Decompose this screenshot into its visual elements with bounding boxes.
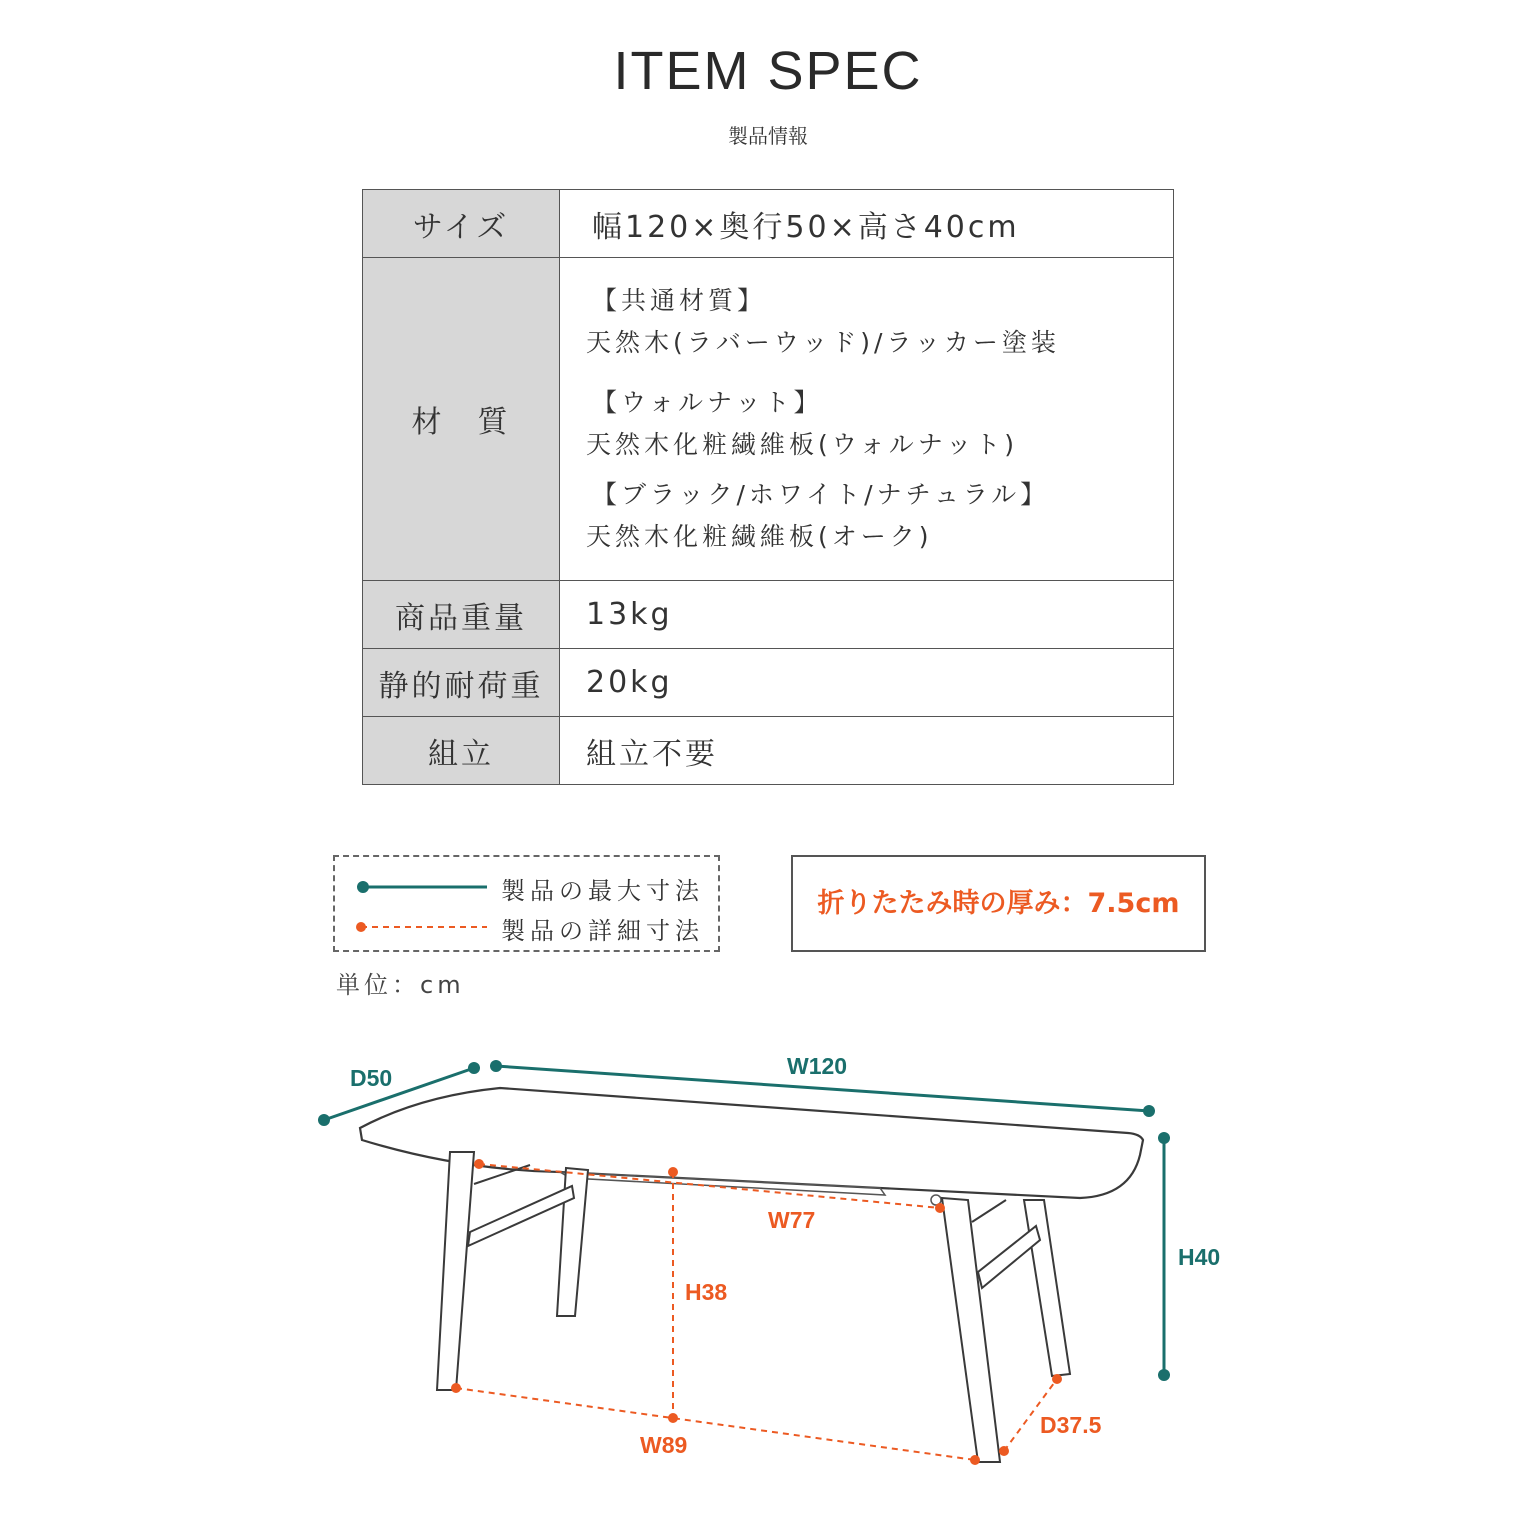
page-title: ITEM SPEC	[613, 41, 923, 101]
legend-max-row	[335, 867, 718, 907]
assembly-label: 組立	[363, 717, 560, 785]
legend-detail-label: 製品の詳細寸法	[501, 917, 704, 945]
material-oak	[586, 474, 1173, 558]
material-text: 天然木化粧繊維板(オーク)	[586, 522, 933, 551]
label-width: W120	[787, 1053, 848, 1079]
size-value: 幅120×奥行50×高さ40cm	[560, 190, 1174, 258]
label-leg-width: W89	[640, 1432, 688, 1458]
dimension-legend	[333, 855, 720, 952]
material-text: 天然木化粧繊維板(ウォルナット)	[586, 430, 1019, 459]
solid-line-icon	[351, 867, 491, 907]
spec-row-size	[363, 190, 1174, 258]
material-label: 材 質	[363, 258, 560, 581]
unit-note: 単位：cm	[336, 971, 465, 999]
load-value: 20kg	[560, 649, 1174, 717]
legend-detail-row	[335, 907, 718, 947]
folded-thickness-note: 折りたたみ時の厚み：7.5cm	[791, 855, 1206, 952]
page-subtitle: 製品情報	[728, 124, 808, 148]
leg-right-back	[1024, 1200, 1070, 1376]
spec-row-assembly	[363, 717, 1174, 785]
leg-right-front	[942, 1198, 1000, 1462]
assembly-value: 組立不要	[560, 717, 1174, 785]
label-inner-height: H38	[685, 1279, 728, 1305]
label-inner-width: W77	[768, 1207, 816, 1233]
material-walnut	[586, 382, 1173, 466]
spec-row-weight	[363, 581, 1174, 649]
material-heading: 【ブラック/ホワイト/ナチュラル】	[592, 480, 1050, 509]
spec-table	[362, 189, 1174, 785]
size-label: サイズ	[363, 190, 560, 258]
label-leg-depth: D37.5	[1040, 1412, 1102, 1438]
material-text: 天然木(ラバーウッド)/ラッカー塗装	[586, 328, 1060, 357]
table-dimension-diagram	[0, 1040, 1536, 1520]
spec-row-load	[363, 649, 1174, 717]
stretcher-right	[978, 1226, 1040, 1288]
material-heading: 【共通材質】	[592, 286, 767, 315]
dashed-line-icon	[351, 907, 491, 947]
material-value	[560, 258, 1174, 581]
label-height: H40	[1178, 1244, 1221, 1270]
material-common	[586, 280, 1173, 364]
leg-left-front	[437, 1152, 474, 1390]
load-label: 静的耐荷重	[363, 649, 560, 717]
weight-label: 商品重量	[363, 581, 560, 649]
weight-value: 13kg	[560, 581, 1174, 649]
stretcher-left	[468, 1186, 574, 1246]
label-depth: D50	[350, 1065, 393, 1091]
material-heading: 【ウォルナット】	[592, 388, 823, 417]
spec-row-material	[363, 258, 1174, 581]
dimension-height-max	[1158, 1132, 1170, 1381]
legend-max-label: 製品の最大寸法	[501, 877, 704, 905]
brace-right	[972, 1200, 1006, 1222]
